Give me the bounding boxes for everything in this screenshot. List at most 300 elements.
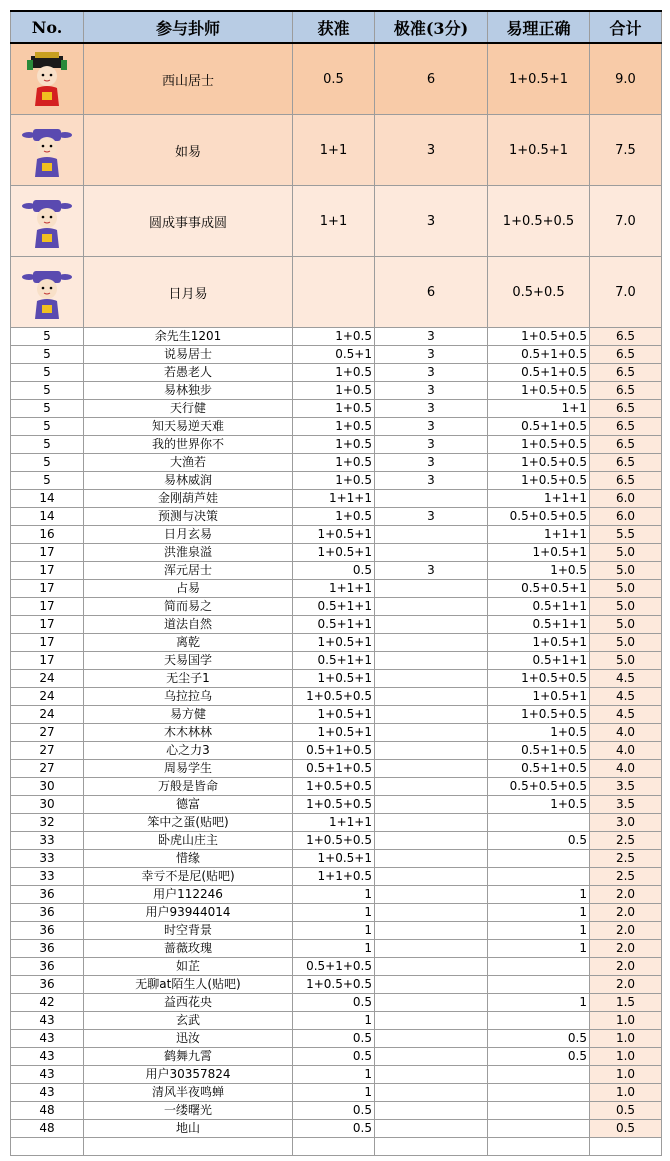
rank-number: 33	[11, 850, 84, 868]
participant-name: 金刚葫芦娃	[84, 490, 293, 508]
accurate-value: 1+1	[293, 186, 375, 257]
participant-name: 道法自然	[84, 616, 293, 634]
rank-number: 43	[11, 1030, 84, 1048]
accurate-value: 1+0.5+0.5	[293, 832, 375, 850]
participant-name: 易方健	[84, 706, 293, 724]
participant-name: 西山居士	[84, 43, 293, 115]
accurate-value: 0.5+1+1	[293, 598, 375, 616]
accurate-value: 1	[293, 1012, 375, 1030]
very-accurate-value	[375, 526, 488, 544]
table-row	[11, 688, 662, 706]
accurate-value	[293, 257, 375, 328]
table-row	[11, 706, 662, 724]
accurate-value: 1+0.5+0.5	[293, 778, 375, 796]
participant-name: 如易	[84, 115, 293, 186]
total-value: 2.0	[590, 904, 662, 922]
total-value: 6.5	[590, 346, 662, 364]
table-row	[11, 1048, 662, 1066]
header-row	[11, 11, 662, 43]
very-accurate-value: 3	[375, 364, 488, 382]
accurate-value: 0.5+1+1	[293, 616, 375, 634]
reasoning-value: 0.5+0.5	[488, 257, 590, 328]
accurate-value: 1+0.5	[293, 418, 375, 436]
participant-name: 鹤舞九霄	[84, 1048, 293, 1066]
very-accurate-value	[375, 778, 488, 796]
very-accurate-value	[375, 580, 488, 598]
reasoning-value: 1+0.5+0.5	[488, 186, 590, 257]
total-value: 4.0	[590, 742, 662, 760]
total-value: 4.5	[590, 706, 662, 724]
accurate-value: 1+0.5	[293, 400, 375, 418]
very-accurate-value	[375, 652, 488, 670]
rank-number: 27	[11, 742, 84, 760]
participant-name: 惜缘	[84, 850, 293, 868]
participant-name: 若愚老人	[84, 364, 293, 382]
participant-name: 笨中之蛋(贴吧)	[84, 814, 293, 832]
very-accurate-value: 3	[375, 436, 488, 454]
rank-number: 27	[11, 760, 84, 778]
rank-number: 36	[11, 922, 84, 940]
table-row	[11, 454, 662, 472]
accurate-value: 1	[293, 904, 375, 922]
reasoning-value: 0.5+1+0.5	[488, 364, 590, 382]
very-accurate-value	[375, 976, 488, 994]
very-accurate-value	[375, 814, 488, 832]
participant-name: 日月易	[84, 257, 293, 328]
participant-name: 幸亏不是尼(贴吧)	[84, 868, 293, 886]
total-value: 3.5	[590, 778, 662, 796]
very-accurate-value	[375, 670, 488, 688]
reasoning-value: 1+0.5+0.5	[488, 472, 590, 490]
reasoning-value: 1+0.5	[488, 796, 590, 814]
reasoning-value: 1+0.5+0.5	[488, 454, 590, 472]
avatar-cell	[11, 257, 84, 328]
participant-name: 用户93944014	[84, 904, 293, 922]
participant-name: 心之力3	[84, 742, 293, 760]
table-row	[11, 616, 662, 634]
rank-number: 32	[11, 814, 84, 832]
official-avatar-icon	[11, 263, 83, 321]
participant-name: 德富	[84, 796, 293, 814]
reasoning-value: 1	[488, 904, 590, 922]
total-value: 5.0	[590, 598, 662, 616]
rank-number: 43	[11, 1084, 84, 1102]
rank-number: 33	[11, 868, 84, 886]
total-value: 3.5	[590, 796, 662, 814]
empty-row	[11, 1138, 662, 1156]
total-value: 7.0	[590, 257, 662, 328]
total-value: 6.5	[590, 454, 662, 472]
table-row	[11, 418, 662, 436]
total-value: 6.5	[590, 436, 662, 454]
participant-name: 清风半夜鸣蝉	[84, 1084, 293, 1102]
reasoning-value: 0.5+1+1	[488, 598, 590, 616]
very-accurate-value	[375, 958, 488, 976]
emperor-avatar-icon	[11, 50, 83, 108]
total-value: 2.5	[590, 832, 662, 850]
reasoning-value: 0.5	[488, 832, 590, 850]
very-accurate-value	[375, 742, 488, 760]
rank-number: 5	[11, 328, 84, 346]
total-value: 4.0	[590, 724, 662, 742]
very-accurate-value: 3	[375, 454, 488, 472]
rank-number: 17	[11, 598, 84, 616]
total-value: 5.0	[590, 580, 662, 598]
participant-name: 易林独步	[84, 382, 293, 400]
participant-name: 余先生1201	[84, 328, 293, 346]
participant-name: 圆成事事成圆	[84, 186, 293, 257]
rank-number: 5	[11, 382, 84, 400]
rank-number: 48	[11, 1102, 84, 1120]
very-accurate-value	[375, 1012, 488, 1030]
rank-number: 24	[11, 688, 84, 706]
participant-name: 迅汝	[84, 1030, 293, 1048]
accurate-value: 0.5	[293, 1048, 375, 1066]
table-row	[11, 544, 662, 562]
total-value: 6.5	[590, 364, 662, 382]
accurate-value: 1+0.5	[293, 328, 375, 346]
top-row	[11, 115, 662, 186]
table-row	[11, 382, 662, 400]
accurate-value: 1+0.5+1	[293, 850, 375, 868]
total-value: 1.0	[590, 1066, 662, 1084]
total-value: 2.0	[590, 976, 662, 994]
participant-name: 日月玄易	[84, 526, 293, 544]
very-accurate-value	[375, 994, 488, 1012]
total-value: 3.0	[590, 814, 662, 832]
total-value: 5.0	[590, 562, 662, 580]
participant-name: 预测与决策	[84, 508, 293, 526]
table-row	[11, 1102, 662, 1120]
table-row	[11, 634, 662, 652]
reasoning-value: 0.5+1+0.5	[488, 346, 590, 364]
reasoning-value: 0.5+1+0.5	[488, 760, 590, 778]
total-value: 6.5	[590, 400, 662, 418]
accurate-value: 1+0.5	[293, 454, 375, 472]
accurate-value: 1+1	[293, 115, 375, 186]
rank-number: 5	[11, 400, 84, 418]
participant-name: 玄武	[84, 1012, 293, 1030]
total-value: 9.0	[590, 43, 662, 115]
total-value: 5.0	[590, 544, 662, 562]
top-row	[11, 257, 662, 328]
accurate-value: 1	[293, 922, 375, 940]
total-value: 6.5	[590, 472, 662, 490]
table-row	[11, 724, 662, 742]
reasoning-value: 1+0.5+0.5	[488, 328, 590, 346]
reasoning-value: 1+0.5+0.5	[488, 382, 590, 400]
reasoning-value: 1	[488, 886, 590, 904]
table-row	[11, 868, 662, 886]
accurate-value: 1	[293, 1084, 375, 1102]
accurate-value: 1+0.5+0.5	[293, 688, 375, 706]
rank-number: 17	[11, 616, 84, 634]
rank-number: 24	[11, 670, 84, 688]
rank-number: 24	[11, 706, 84, 724]
total-value: 6.0	[590, 508, 662, 526]
rank-number: 17	[11, 634, 84, 652]
accurate-value: 0.5	[293, 1120, 375, 1138]
empty-cell	[11, 1138, 84, 1156]
reasoning-value: 0.5+1+1	[488, 616, 590, 634]
header-reasoning-correct: 易理正确	[488, 11, 590, 43]
reasoning-value: 0.5+0.5+0.5	[488, 508, 590, 526]
table-row	[11, 814, 662, 832]
ranking-table	[10, 10, 662, 1156]
participant-name: 洪淮泉溢	[84, 544, 293, 562]
very-accurate-value	[375, 940, 488, 958]
reasoning-value: 0.5+1+1	[488, 652, 590, 670]
table-row	[11, 886, 662, 904]
participant-name: 卧虎山庄主	[84, 832, 293, 850]
reasoning-value: 1+0.5	[488, 562, 590, 580]
total-value: 6.5	[590, 418, 662, 436]
total-value: 7.5	[590, 115, 662, 186]
participant-name: 木木林林	[84, 724, 293, 742]
accurate-value: 0.5+1+0.5	[293, 760, 375, 778]
reasoning-value: 0.5+1+0.5	[488, 742, 590, 760]
total-value: 5.0	[590, 616, 662, 634]
table-row	[11, 742, 662, 760]
reasoning-value: 0.5+1+0.5	[488, 418, 590, 436]
header-accurate: 获准	[293, 11, 375, 43]
table-row	[11, 436, 662, 454]
very-accurate-value	[375, 886, 488, 904]
table-row	[11, 1084, 662, 1102]
participant-name: 周易学生	[84, 760, 293, 778]
table-row	[11, 508, 662, 526]
accurate-value: 1	[293, 886, 375, 904]
participant-name: 知天易逆天难	[84, 418, 293, 436]
accurate-value: 1+0.5+0.5	[293, 796, 375, 814]
table-row	[11, 940, 662, 958]
avatar-cell	[11, 115, 84, 186]
very-accurate-value: 3	[375, 562, 488, 580]
accurate-value: 1+1+1	[293, 580, 375, 598]
very-accurate-value	[375, 688, 488, 706]
rank-number: 16	[11, 526, 84, 544]
reasoning-value: 1+0.5+0.5	[488, 436, 590, 454]
accurate-value: 1	[293, 940, 375, 958]
empty-cell	[375, 1138, 488, 1156]
accurate-value: 0.5	[293, 562, 375, 580]
reasoning-value: 1	[488, 994, 590, 1012]
table-row	[11, 994, 662, 1012]
accurate-value: 1+0.5	[293, 364, 375, 382]
very-accurate-value: 3	[375, 328, 488, 346]
empty-cell	[590, 1138, 662, 1156]
very-accurate-value	[375, 1048, 488, 1066]
reasoning-value	[488, 958, 590, 976]
header-total: 合计	[590, 11, 662, 43]
reasoning-value: 0.5+0.5+0.5	[488, 778, 590, 796]
official-avatar-icon	[11, 192, 83, 250]
table-row	[11, 364, 662, 382]
reasoning-value	[488, 976, 590, 994]
reasoning-value: 1+0.5+1	[488, 43, 590, 115]
participant-name: 简而易之	[84, 598, 293, 616]
very-accurate-value: 3	[375, 346, 488, 364]
accurate-value: 1+0.5+1	[293, 724, 375, 742]
rank-number: 42	[11, 994, 84, 1012]
total-value: 5.0	[590, 634, 662, 652]
total-value: 6.0	[590, 490, 662, 508]
total-value: 1.0	[590, 1030, 662, 1048]
total-value: 6.5	[590, 382, 662, 400]
table-row	[11, 598, 662, 616]
total-value: 0.5	[590, 1120, 662, 1138]
accurate-value: 1+0.5+1	[293, 526, 375, 544]
rank-number: 17	[11, 652, 84, 670]
rank-number: 5	[11, 436, 84, 454]
header-very-accurate: 极准(3分)	[375, 11, 488, 43]
very-accurate-value	[375, 832, 488, 850]
rank-number: 17	[11, 580, 84, 598]
reasoning-value: 1+0.5+0.5	[488, 706, 590, 724]
accurate-value: 0.5+1+1	[293, 652, 375, 670]
table-row	[11, 796, 662, 814]
very-accurate-value	[375, 490, 488, 508]
accurate-value: 0.5+1+0.5	[293, 958, 375, 976]
reasoning-value	[488, 1012, 590, 1030]
total-value: 4.5	[590, 670, 662, 688]
rank-number: 36	[11, 904, 84, 922]
accurate-value: 0.5+1	[293, 346, 375, 364]
reasoning-value: 1+1+1	[488, 490, 590, 508]
total-value: 2.0	[590, 922, 662, 940]
reasoning-value	[488, 1120, 590, 1138]
accurate-value: 1+1+1	[293, 490, 375, 508]
participant-name: 万般是皆命	[84, 778, 293, 796]
rank-number: 43	[11, 1066, 84, 1084]
participant-name: 益西花央	[84, 994, 293, 1012]
table-row	[11, 1066, 662, 1084]
total-value: 2.5	[590, 850, 662, 868]
rank-number: 48	[11, 1120, 84, 1138]
total-value: 6.5	[590, 328, 662, 346]
participant-name: 无聊at陌生人(贴吧)	[84, 976, 293, 994]
empty-cell	[84, 1138, 293, 1156]
very-accurate-value: 3	[375, 400, 488, 418]
reasoning-value: 1+0.5+1	[488, 544, 590, 562]
rank-number: 5	[11, 418, 84, 436]
total-value: 2.0	[590, 886, 662, 904]
rank-number: 14	[11, 490, 84, 508]
header-participant: 参与卦师	[84, 11, 293, 43]
reasoning-value: 1+0.5+1	[488, 688, 590, 706]
accurate-value: 1	[293, 1066, 375, 1084]
very-accurate-value	[375, 1102, 488, 1120]
very-accurate-value	[375, 724, 488, 742]
empty-cell	[293, 1138, 375, 1156]
total-value: 1.0	[590, 1048, 662, 1066]
total-value: 5.5	[590, 526, 662, 544]
total-value: 2.5	[590, 868, 662, 886]
reasoning-value: 0.5	[488, 1030, 590, 1048]
very-accurate-value	[375, 634, 488, 652]
participant-name: 如芷	[84, 958, 293, 976]
table-row	[11, 832, 662, 850]
rank-number: 43	[11, 1048, 84, 1066]
accurate-value: 1+0.5+1	[293, 634, 375, 652]
rank-number: 17	[11, 562, 84, 580]
very-accurate-value	[375, 1084, 488, 1102]
reasoning-value	[488, 850, 590, 868]
table-row	[11, 490, 662, 508]
rank-number: 36	[11, 940, 84, 958]
table-row	[11, 850, 662, 868]
rank-number: 27	[11, 724, 84, 742]
accurate-value: 0.5	[293, 1102, 375, 1120]
rank-number: 14	[11, 508, 84, 526]
rank-number: 36	[11, 976, 84, 994]
accurate-value: 1+0.5+1	[293, 544, 375, 562]
rank-number: 33	[11, 832, 84, 850]
participant-name: 一缕曙光	[84, 1102, 293, 1120]
avatar-cell	[11, 186, 84, 257]
reasoning-value	[488, 1084, 590, 1102]
very-accurate-value	[375, 706, 488, 724]
very-accurate-value	[375, 616, 488, 634]
participant-name: 离乾	[84, 634, 293, 652]
participant-name: 无尘子1	[84, 670, 293, 688]
total-value: 7.0	[590, 186, 662, 257]
table-row	[11, 922, 662, 940]
empty-cell	[488, 1138, 590, 1156]
accurate-value: 1+0.5+0.5	[293, 976, 375, 994]
table-row	[11, 958, 662, 976]
reasoning-value: 1+0.5+1	[488, 634, 590, 652]
table-row	[11, 580, 662, 598]
reasoning-value: 1	[488, 922, 590, 940]
total-value: 2.0	[590, 958, 662, 976]
reasoning-value: 1+1	[488, 400, 590, 418]
total-value: 4.5	[590, 688, 662, 706]
very-accurate-value	[375, 850, 488, 868]
participant-name: 天行健	[84, 400, 293, 418]
accurate-value: 0.5	[293, 994, 375, 1012]
participant-name: 时空背景	[84, 922, 293, 940]
rank-number: 36	[11, 958, 84, 976]
very-accurate-value: 3	[375, 508, 488, 526]
reasoning-value: 1+1+1	[488, 526, 590, 544]
table-row	[11, 346, 662, 364]
table-row	[11, 760, 662, 778]
total-value: 4.0	[590, 760, 662, 778]
reasoning-value: 1+0.5	[488, 724, 590, 742]
table-row	[11, 526, 662, 544]
avatar-cell	[11, 43, 84, 115]
total-value: 0.5	[590, 1102, 662, 1120]
accurate-value: 0.5	[293, 43, 375, 115]
top-row	[11, 43, 662, 115]
reasoning-value: 1+0.5+1	[488, 115, 590, 186]
participant-name: 大渔若	[84, 454, 293, 472]
table-row	[11, 652, 662, 670]
top-row	[11, 186, 662, 257]
reasoning-value: 1	[488, 940, 590, 958]
very-accurate-value: 3	[375, 472, 488, 490]
table-row	[11, 562, 662, 580]
very-accurate-value: 6	[375, 257, 488, 328]
very-accurate-value	[375, 598, 488, 616]
very-accurate-value	[375, 1120, 488, 1138]
table-row	[11, 670, 662, 688]
very-accurate-value	[375, 796, 488, 814]
rank-number: 5	[11, 346, 84, 364]
accurate-value: 0.5+1+0.5	[293, 742, 375, 760]
table-row	[11, 976, 662, 994]
